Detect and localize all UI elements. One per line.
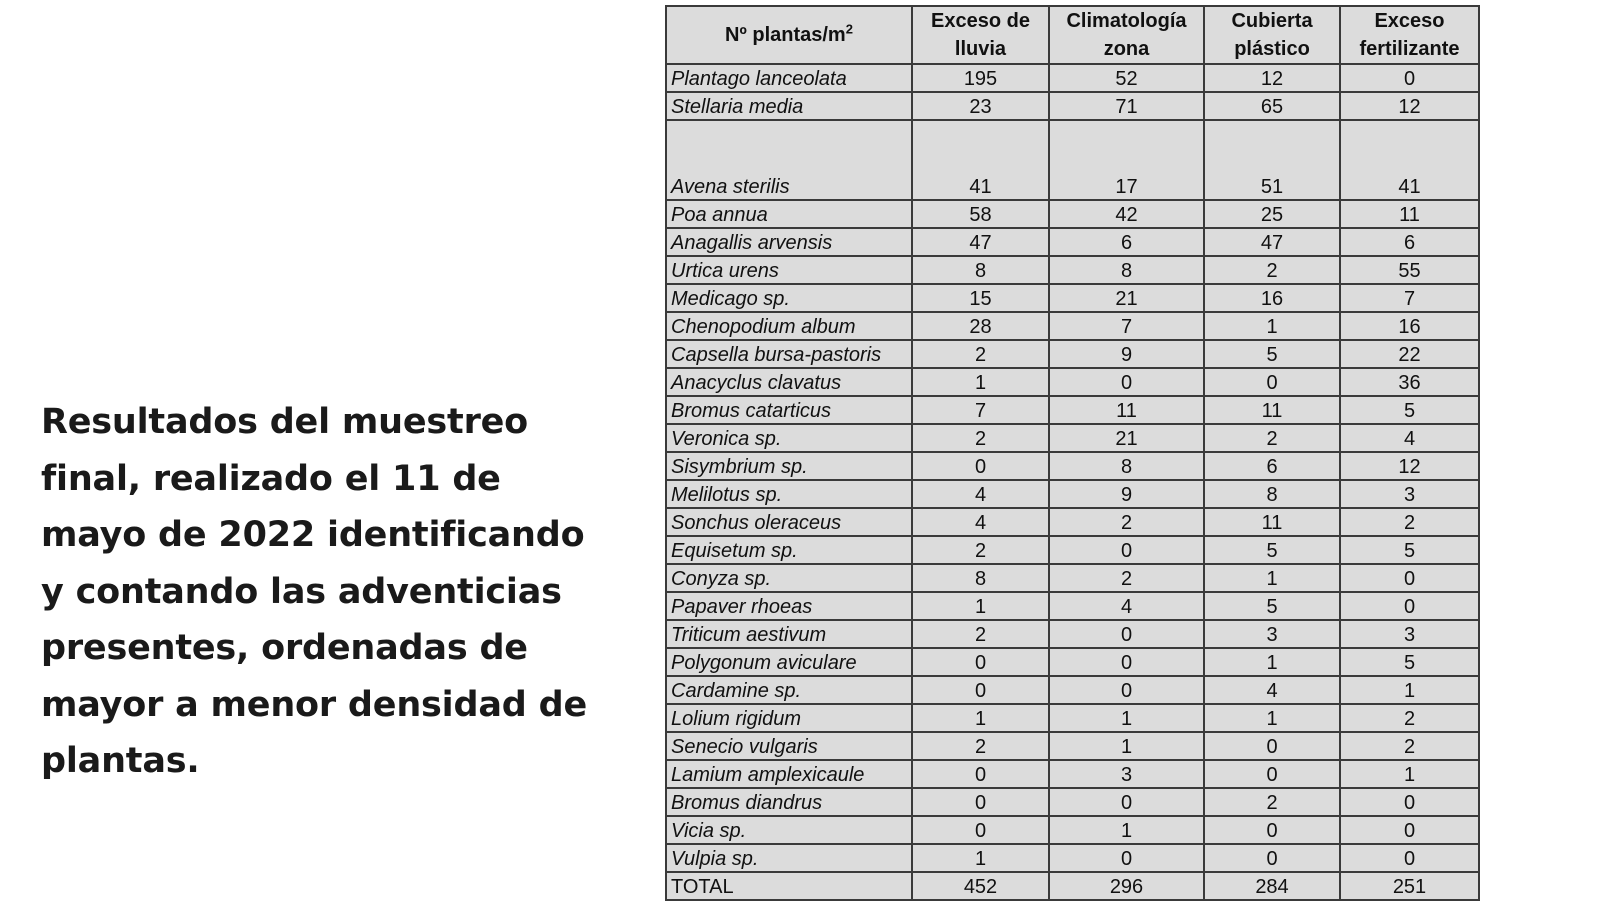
count-cell: 5 — [1340, 648, 1479, 676]
count-cell: 1 — [1049, 816, 1204, 844]
count-cell: 0 — [1340, 816, 1479, 844]
table-row — [666, 704, 1479, 732]
table-row — [666, 564, 1479, 592]
total-label: TOTAL — [666, 872, 912, 900]
count-cell: 12 — [1340, 452, 1479, 480]
count-cell: 2 — [1340, 732, 1479, 760]
species-name: Avena sterilis — [666, 120, 912, 200]
count-cell: 36 — [1340, 368, 1479, 396]
count-cell: 0 — [1049, 620, 1204, 648]
count-cell: 12 — [1204, 64, 1340, 92]
table-row — [666, 256, 1479, 284]
count-cell: 6 — [1204, 452, 1340, 480]
species-name: Polygonum aviculare — [666, 648, 912, 676]
count-cell: 9 — [1049, 480, 1204, 508]
count-cell: 1 — [912, 368, 1049, 396]
count-cell: 0 — [1049, 536, 1204, 564]
species-name: Lolium rigidum — [666, 704, 912, 732]
count-cell: 51 — [1204, 120, 1340, 200]
table-row — [666, 480, 1479, 508]
count-cell: 5 — [1340, 396, 1479, 424]
count-cell: 4 — [912, 508, 1049, 536]
count-cell: 195 — [912, 64, 1049, 92]
caption-line: mayo de 2022 identificando — [41, 515, 585, 555]
count-cell: 5 — [1204, 592, 1340, 620]
species-name: Bromus diandrus — [666, 788, 912, 816]
count-cell: 4 — [1049, 592, 1204, 620]
count-cell: 25 — [1204, 200, 1340, 228]
count-cell: 1 — [1340, 760, 1479, 788]
count-cell: 1 — [1049, 732, 1204, 760]
total-cell: 284 — [1204, 872, 1340, 900]
total-cell: 296 — [1049, 872, 1204, 900]
header-exceso-fertilizante: Exceso fertilizante — [1340, 6, 1479, 64]
count-cell: 55 — [1340, 256, 1479, 284]
species-name: Vulpia sp. — [666, 844, 912, 872]
count-cell: 7 — [912, 396, 1049, 424]
table-row — [666, 120, 1479, 200]
count-cell: 1 — [1204, 704, 1340, 732]
count-cell: 65 — [1204, 92, 1340, 120]
count-cell: 15 — [912, 284, 1049, 312]
header-cubierta-plastico: Cubierta plástico — [1204, 6, 1340, 64]
count-cell: 0 — [1049, 844, 1204, 872]
count-cell: 2 — [912, 620, 1049, 648]
table-row — [666, 312, 1479, 340]
header-species: Nº plantas/$m^2$ — [666, 6, 912, 64]
header-climatologia-zona: Climatología zona — [1049, 6, 1204, 64]
count-cell: 5 — [1204, 536, 1340, 564]
species-name: Stellaria media — [666, 92, 912, 120]
count-cell: 2 — [1340, 704, 1479, 732]
count-cell: 0 — [1049, 368, 1204, 396]
count-cell: 3 — [1340, 480, 1479, 508]
count-cell: 21 — [1049, 284, 1204, 312]
count-cell: 11 — [1204, 508, 1340, 536]
count-cell: 1 — [912, 704, 1049, 732]
count-cell: 1 — [1204, 648, 1340, 676]
species-name: Papaver rhoeas — [666, 592, 912, 620]
count-cell: 52 — [1049, 64, 1204, 92]
count-cell: 11 — [1340, 200, 1479, 228]
total-cell: 452 — [912, 872, 1049, 900]
species-name: Sisymbrium sp. — [666, 452, 912, 480]
count-cell: 8 — [1204, 480, 1340, 508]
count-cell: 0 — [912, 452, 1049, 480]
count-cell: 1 — [1340, 676, 1479, 704]
count-cell: 47 — [1204, 228, 1340, 256]
count-cell: 0 — [1340, 844, 1479, 872]
species-name: Poa annua — [666, 200, 912, 228]
table-row — [666, 620, 1479, 648]
count-cell: 17 — [1049, 120, 1204, 200]
count-cell: 0 — [1204, 760, 1340, 788]
count-cell: 9 — [1049, 340, 1204, 368]
count-cell: 0 — [1204, 844, 1340, 872]
count-cell: 8 — [912, 256, 1049, 284]
table-row — [666, 816, 1479, 844]
count-cell: 1 — [1204, 564, 1340, 592]
species-name: Bromus catarticus — [666, 396, 912, 424]
species-name: Anacyclus clavatus — [666, 368, 912, 396]
table-row — [666, 424, 1479, 452]
count-cell: 8 — [1049, 452, 1204, 480]
count-cell: 12 — [1340, 92, 1479, 120]
count-cell: 1 — [912, 844, 1049, 872]
table-row — [666, 732, 1479, 760]
species-name: Triticum aestivum — [666, 620, 912, 648]
header-superscript: 2 — [845, 21, 853, 37]
count-cell: 0 — [912, 788, 1049, 816]
count-cell: 0 — [1049, 648, 1204, 676]
table-row — [666, 592, 1479, 620]
count-cell: 4 — [912, 480, 1049, 508]
count-cell: 2 — [912, 340, 1049, 368]
count-cell: 58 — [912, 200, 1049, 228]
count-cell: 2 — [912, 536, 1049, 564]
count-cell: 3 — [1049, 760, 1204, 788]
count-cell: 21 — [1049, 424, 1204, 452]
total-row — [666, 872, 1479, 900]
count-cell: 0 — [912, 760, 1049, 788]
count-cell: 2 — [912, 732, 1049, 760]
table-row — [666, 760, 1479, 788]
species-name: Urtica urens — [666, 256, 912, 284]
count-cell: 41 — [1340, 120, 1479, 200]
species-name: Cardamine sp. — [666, 676, 912, 704]
count-cell: 6 — [1340, 228, 1479, 256]
table-row — [666, 228, 1479, 256]
caption-line: y contando las adventicias — [41, 571, 562, 612]
count-cell: 41 — [912, 120, 1049, 200]
count-cell: 8 — [1049, 256, 1204, 284]
table-header-row — [666, 6, 1479, 64]
species-name: Chenopodium album — [666, 312, 912, 340]
count-cell: 7 — [1340, 284, 1479, 312]
count-cell: 0 — [912, 676, 1049, 704]
table-row — [666, 200, 1479, 228]
count-cell: 0 — [1340, 788, 1479, 816]
species-name: Lamium amplexicaule — [666, 760, 912, 788]
count-cell: 2 — [1204, 424, 1340, 452]
species-name: Vicia sp. — [666, 816, 912, 844]
count-cell: 2 — [1204, 256, 1340, 284]
table-row — [666, 340, 1479, 368]
weed-density-table — [665, 5, 1480, 901]
count-cell: 1 — [1204, 312, 1340, 340]
header-exceso-lluvia: Exceso de lluvia — [912, 6, 1049, 64]
count-cell: 0 — [1049, 676, 1204, 704]
count-cell: 2 — [1340, 508, 1479, 536]
count-cell: 71 — [1049, 92, 1204, 120]
table-body — [666, 64, 1479, 900]
count-cell: 0 — [1340, 64, 1479, 92]
count-cell: 3 — [1204, 620, 1340, 648]
caption-line: plantas. — [41, 741, 200, 781]
count-cell: 0 — [1204, 732, 1340, 760]
table-row — [666, 788, 1479, 816]
caption — [41, 394, 611, 790]
count-cell: 16 — [1340, 312, 1479, 340]
count-cell: 47 — [912, 228, 1049, 256]
table-row — [666, 648, 1479, 676]
caption-line: mayor a menor densidad de — [41, 684, 587, 725]
species-name: Senecio vulgaris — [666, 732, 912, 760]
count-cell: 0 — [912, 816, 1049, 844]
count-cell: 4 — [1340, 424, 1479, 452]
caption-line: final, realizado el 11 de — [41, 458, 501, 499]
count-cell: 2 — [1049, 508, 1204, 536]
total-cell: 251 — [1340, 872, 1479, 900]
count-cell: 5 — [1204, 340, 1340, 368]
count-cell: 0 — [912, 648, 1049, 676]
table-row — [666, 396, 1479, 424]
count-cell: 11 — [1204, 396, 1340, 424]
table-row — [666, 676, 1479, 704]
species-name: Conyza sp. — [666, 564, 912, 592]
count-cell: 23 — [912, 92, 1049, 120]
count-cell: 0 — [1204, 368, 1340, 396]
species-name: Sonchus oleraceus — [666, 508, 912, 536]
table-row — [666, 64, 1479, 92]
count-cell: 2 — [1049, 564, 1204, 592]
table-row — [666, 92, 1479, 120]
table-row — [666, 508, 1479, 536]
count-cell: 1 — [912, 592, 1049, 620]
count-cell: 0 — [1204, 816, 1340, 844]
species-name: Plantago lanceolata — [666, 64, 912, 92]
caption-line: presentes, ordenadas de — [41, 628, 528, 668]
table-row — [666, 284, 1479, 312]
count-cell: 0 — [1340, 592, 1479, 620]
count-cell: 28 — [912, 312, 1049, 340]
count-cell: 6 — [1049, 228, 1204, 256]
count-cell: 22 — [1340, 340, 1479, 368]
count-cell: 7 — [1049, 312, 1204, 340]
count-cell: 11 — [1049, 396, 1204, 424]
species-name: Melilotus sp. — [666, 480, 912, 508]
species-name: Medicago sp. — [666, 284, 912, 312]
table-row — [666, 368, 1479, 396]
species-name: Veronica sp. — [666, 424, 912, 452]
table-row — [666, 536, 1479, 564]
count-cell: 5 — [1340, 536, 1479, 564]
species-name: Capsella bursa-pastoris — [666, 340, 912, 368]
count-cell: 3 — [1340, 620, 1479, 648]
species-name: Equisetum sp. — [666, 536, 912, 564]
count-cell: 4 — [1204, 676, 1340, 704]
table-row — [666, 452, 1479, 480]
count-cell: 0 — [1340, 564, 1479, 592]
count-cell: 42 — [1049, 200, 1204, 228]
count-cell: 8 — [912, 564, 1049, 592]
count-cell: 16 — [1204, 284, 1340, 312]
table-row — [666, 844, 1479, 872]
count-cell: 2 — [912, 424, 1049, 452]
count-cell: 2 — [1204, 788, 1340, 816]
species-name: Anagallis arvensis — [666, 228, 912, 256]
count-cell: 0 — [1049, 788, 1204, 816]
caption-line: Resultados del muestreo — [41, 402, 529, 442]
count-cell: 1 — [1049, 704, 1204, 732]
